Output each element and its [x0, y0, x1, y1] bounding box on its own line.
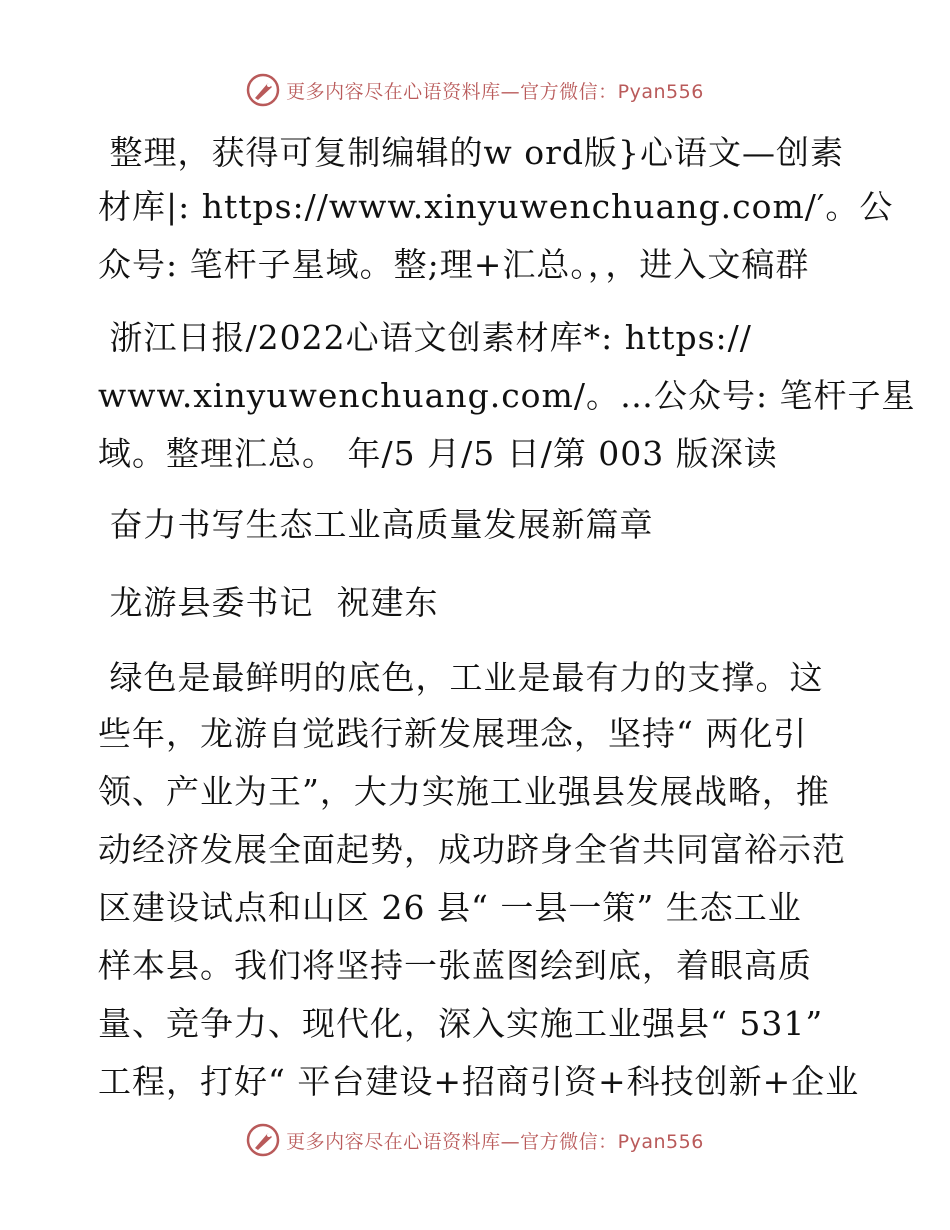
text-line: 领、产业为王”，大力实施工业强县发展战略，推 — [98, 772, 830, 811]
article-author: 龙游县委书记 祝建东 — [98, 583, 439, 622]
article-title: 奋力书写生态工业高质量发展新篇章 — [98, 505, 654, 544]
text-line: 些年，龙游自觉践行新发展理念，坚持“ 两化引 — [98, 714, 808, 753]
text-line: 域。整理汇总。 年/5 月/5 日/第 003 版深读 — [98, 434, 778, 473]
watermark-text: 更多内容尽在心语资料库—官方微信：Pyan556 — [286, 1130, 704, 1153]
text-line: 工程，打好“ 平台建设+招商引资+科技创新+企业 — [98, 1062, 860, 1101]
text-line: www.xinyuwenchuang.com/。…公众号: 笔杆子星 — [98, 376, 916, 415]
text-line: 浙江日报/2022心语文创素材库*: https:// — [98, 318, 752, 357]
text-line: 绿色是最鲜明的底色，工业是最有力的支撑。这 — [98, 658, 824, 697]
text-line: 整理，获得可复制编辑的w ord版}心语文—创素 — [98, 133, 844, 172]
watermark-footer — [0, 1120, 950, 1160]
watermark-text: 更多内容尽在心语资料库—官方微信：Pyan556 — [286, 80, 704, 103]
text-line: 材库|: https://www.xinyuwenchuang.com/′。公 — [98, 187, 894, 226]
text-line: 动经济发展全面起势，成功跻身全省共同富裕示范 — [98, 830, 846, 869]
text-line: 区建设试点和山区 26 县“ 一县一策” 生态工业 — [98, 888, 802, 927]
text-line: 众号: 笔杆子星域。整;理+汇总。，，进入文稿群 — [98, 245, 810, 284]
text-line: 样本县。我们将坚持一张蓝图绘到底，着眼高质 — [98, 946, 812, 985]
pen-nib-icon — [246, 1123, 280, 1157]
text-line: 量、竞争力、现代化，深入实施工业强县“ 531” — [98, 1004, 824, 1043]
